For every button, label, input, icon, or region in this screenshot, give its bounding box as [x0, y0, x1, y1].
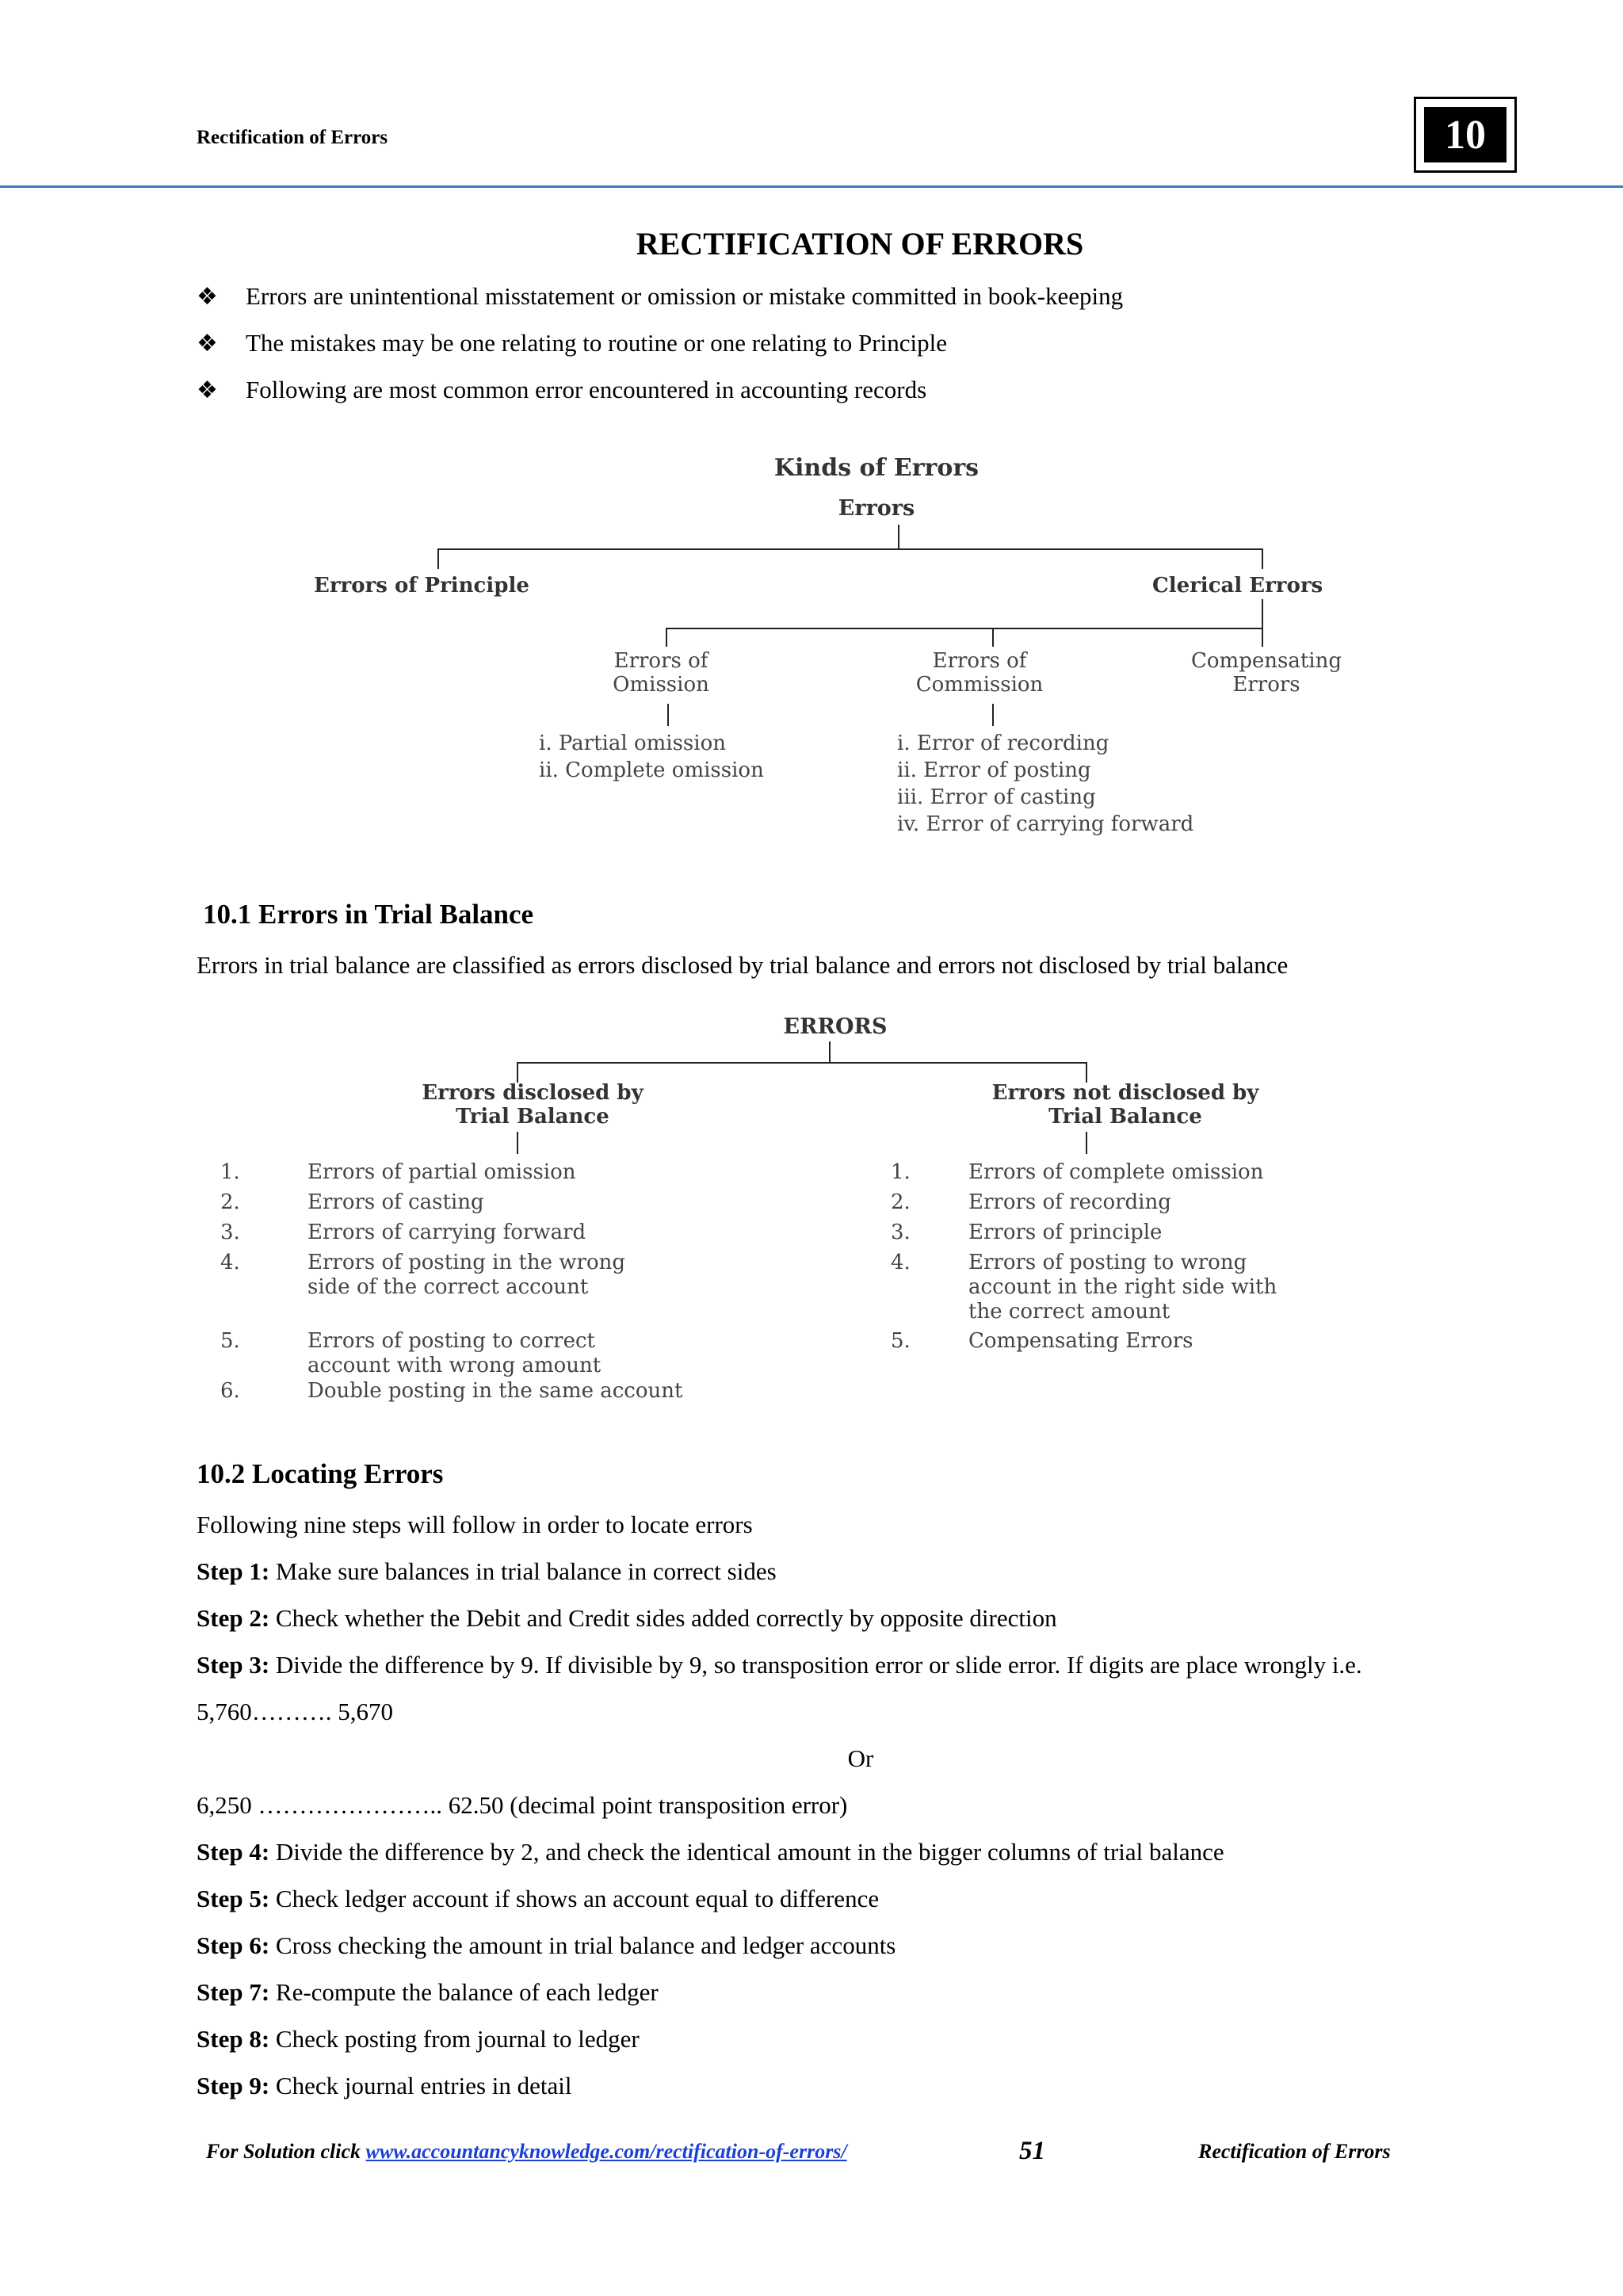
step-text: Cross checking the amount in trial balance and ledger accounts — [269, 1931, 896, 1959]
footer-solution-note — [206, 2140, 847, 2164]
list-item: Double posting in the same account — [307, 1379, 683, 1403]
list-number: 1. — [220, 1160, 240, 1184]
example-line: 5,760………. 5,670 — [197, 1698, 393, 1725]
list-item-continuation: account in the right side with — [968, 1275, 1277, 1299]
step-line — [197, 1838, 1224, 1866]
list-number: 3. — [891, 1221, 911, 1244]
section-heading: 10.1 Errors in Trial Balance — [203, 899, 534, 930]
list-number: 2. — [891, 1190, 911, 1214]
node-errors-not-disclosed — [992, 1081, 1259, 1129]
list-item: Compensating Errors — [968, 1329, 1193, 1353]
step-line — [197, 1604, 1057, 1633]
list-item: iv. Error of carrying forward — [897, 812, 1194, 836]
page-number: 51 — [1019, 2137, 1045, 2165]
connector-line — [1262, 628, 1263, 647]
node-errors-of-omission — [613, 649, 709, 697]
step-line — [197, 1651, 1362, 1679]
step-line — [197, 1557, 777, 1586]
commission-list — [897, 730, 1193, 838]
step-text: Divide the difference by 9. If divisible by 9, so transposition error or slide error. If digits are place wrongly i.e. — [269, 1651, 1362, 1679]
step-text: Check journal entries in detail — [269, 2072, 572, 2099]
step-label: Step 4: — [197, 1838, 270, 1866]
connector-line — [666, 628, 667, 647]
list-item: Errors of posting to correct — [307, 1329, 595, 1353]
step-text: Check ledger account if shows an account equal to difference — [269, 1885, 880, 1912]
bullet-text: Following are most common error encountered in accounting records — [246, 376, 927, 403]
connector-line — [1086, 1062, 1087, 1083]
section-intro: Following nine steps will follow in order to locate errors — [197, 1511, 753, 1538]
list-item: Errors of carrying forward — [307, 1221, 586, 1244]
connector-line — [992, 628, 994, 647]
diagram-root-node: Errors — [838, 496, 915, 521]
connector-line — [992, 704, 994, 726]
connector-line — [1262, 548, 1263, 569]
step-label: Step 2: — [197, 1604, 270, 1632]
diamond-bullet-icon: ❖ — [197, 376, 218, 404]
bullet-item — [197, 282, 1123, 311]
node-label-line: Compensating — [1191, 649, 1342, 673]
list-item: iii. Error of casting — [897, 785, 1096, 809]
bullet-text: The mistakes may be one relating to routine or one relating to Principle — [246, 329, 947, 357]
step-line — [197, 2025, 640, 2053]
list-item: i. Error of recording — [897, 732, 1109, 755]
page-footer — [206, 2137, 1411, 2172]
footer-prefix: For Solution click — [206, 2140, 366, 2163]
section-paragraph: Errors in trial balance are classified as errors disclosed by trial balance and errors not disclosed by trial balance — [197, 951, 1289, 979]
chapter-number-box — [1414, 97, 1517, 173]
diamond-bullet-icon: ❖ — [197, 330, 218, 357]
or-separator: Or — [847, 1744, 874, 1772]
bullet-item — [197, 376, 926, 404]
connector-line — [517, 1062, 1087, 1064]
node-label-line: Errors of — [932, 649, 1027, 673]
diagram-root-node: ERRORS — [783, 1014, 888, 1039]
list-item: Errors of partial omission — [307, 1160, 576, 1184]
step-line — [197, 1931, 896, 1960]
node-label-line: Trial Balance — [1048, 1105, 1202, 1129]
list-number: 1. — [891, 1160, 911, 1184]
node-label-line: Commission — [915, 673, 1044, 697]
list-item: Errors of casting — [307, 1190, 484, 1214]
running-header-title: Rectification of Errors — [197, 127, 388, 148]
list-number: 6. — [220, 1379, 240, 1403]
step-label: Step 9: — [197, 2072, 270, 2099]
list-item-continuation: the correct amount — [968, 1300, 1170, 1324]
list-item: i. Partial omission — [539, 732, 726, 755]
list-number: 5. — [220, 1329, 240, 1353]
step-line — [197, 1978, 659, 2007]
bullet-text: Errors are unintentional misstatement or omission or mistake committed in book-keeping — [246, 282, 1124, 310]
omission-list — [539, 730, 764, 784]
list-item-continuation: account with wrong amount — [307, 1354, 601, 1377]
connector-line — [437, 548, 1263, 550]
node-label-line: Errors disclosed by — [422, 1081, 643, 1105]
step-text: Re-compute the balance of each ledger — [269, 1978, 659, 2006]
section-heading: 10.2 Locating Errors — [197, 1458, 444, 1489]
step-text: Make sure balances in trial balance in correct sides — [269, 1557, 777, 1585]
node-label-line: Omission — [613, 673, 709, 697]
connector-line — [666, 628, 1263, 629]
list-item: Errors of posting to wrong — [968, 1251, 1247, 1274]
diamond-bullet-icon: ❖ — [197, 283, 218, 311]
step-text: Check whether the Debit and Credit sides added correctly by opposite direction — [269, 1604, 1057, 1632]
list-item: Errors of posting in the wrong — [307, 1251, 626, 1274]
connector-line — [437, 548, 439, 569]
list-number: 3. — [220, 1221, 240, 1244]
step-line — [197, 1885, 879, 1913]
example-line: 6,250 ………………….. 62.50 (decimal point transposition error) — [197, 1791, 848, 1819]
step-label: Step 7: — [197, 1978, 270, 2006]
node-errors-disclosed — [422, 1081, 643, 1129]
connector-line — [1086, 1132, 1087, 1154]
connector-line — [898, 525, 899, 548]
connector-line — [1262, 599, 1263, 628]
list-number: 5. — [891, 1329, 911, 1353]
header-rule — [0, 185, 1623, 188]
connector-line — [517, 1062, 518, 1083]
node-label-line: Trial Balance — [456, 1105, 609, 1129]
step-label: Step 5: — [197, 1885, 270, 1912]
node-compensating-errors — [1191, 649, 1342, 697]
node-errors-of-commission — [916, 649, 1044, 697]
bullet-item — [197, 329, 947, 357]
list-item: Errors of recording — [968, 1190, 1171, 1214]
list-number: 4. — [220, 1251, 240, 1274]
list-item: ii. Error of posting — [897, 758, 1091, 782]
list-number: 2. — [220, 1190, 240, 1214]
step-text: Check posting from journal to ledger — [269, 2025, 640, 2053]
connector-line — [829, 1041, 831, 1062]
step-label: Step 8: — [197, 2025, 270, 2053]
connector-line — [517, 1132, 518, 1154]
step-label: Step 3: — [197, 1651, 270, 1679]
list-item: Errors of principle — [968, 1221, 1163, 1244]
node-errors-of-principle: Errors of Principle — [314, 574, 529, 598]
footer-title: Rectification of Errors — [1198, 2140, 1391, 2163]
list-item: ii. Complete omission — [539, 758, 764, 782]
connector-line — [667, 704, 669, 726]
node-clerical-errors: Clerical Errors — [1152, 574, 1323, 598]
node-label-line: Errors — [1232, 673, 1300, 697]
node-label-line: Errors of — [613, 649, 708, 673]
step-line — [197, 2072, 572, 2100]
diagram-title: Kinds of Errors — [773, 454, 980, 482]
step-label: Step 6: — [197, 1931, 270, 1959]
chapter-number: 10 — [1424, 107, 1507, 162]
page-title: RECTIFICATION OF ERRORS — [636, 226, 1084, 262]
step-text: Divide the difference by 2, and check the identical amount in the bigger columns of trial balance — [269, 1838, 1224, 1866]
list-number: 4. — [891, 1251, 911, 1274]
step-label: Step 1: — [197, 1557, 270, 1585]
list-item-continuation: side of the correct account — [307, 1275, 589, 1299]
list-item: Errors of complete omission — [968, 1160, 1264, 1184]
node-label-line: Errors not disclosed by — [991, 1081, 1259, 1105]
solution-link[interactable]: www.accountancyknowledge.com/rectification-of-errors/ — [365, 2140, 847, 2163]
